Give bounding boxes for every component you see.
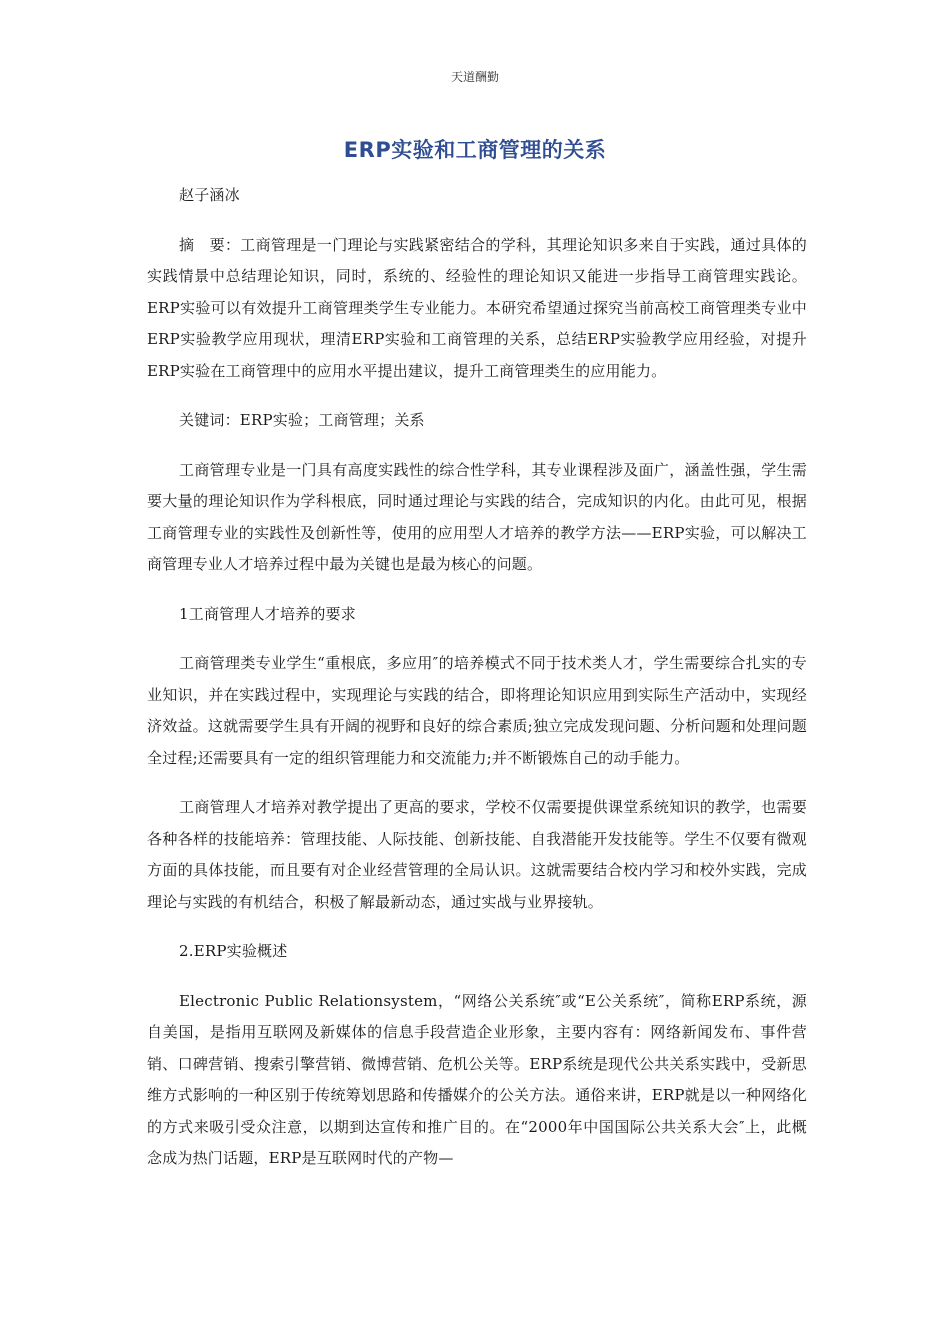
section-1-heading: 1工商管理人才培养的要求 [179,604,356,623]
intro-paragraph: 工商管理专业是一门具有高度实践性的综合性学科，其专业课程涉及面广，涵盖性强，学生需要大量的理论知识作为学科根底，同时通过理论与实践的结合，完成知识的内化。由此可见，根据工商管理专业的实践性及创新性等，使用的应用型人才培养的教学方法——ERP实验，可以解决工商管理专业人才培养过程中最为关键也是最为核心的问题。 [147,460,807,573]
document-body [147,180,807,1193]
section-2-heading: 2.ERP实验概述 [179,942,288,960]
page-header: 天道酬勤 [450,70,499,84]
author-name: 赵子涵冰 [179,186,240,204]
document-title: ERP实验和工商管理的关系 [343,138,607,162]
section-1-paragraph-2: 工商管理人才培养对教学提出了更高的要求，学校不仅需要提供课堂系统知识的教学，也需要各种各样的技能培养：管理技能、人际技能、创新技能、自我潜能开发技能等。学生不仅要有微观方面的具体技能，而且要有对企业经营管理的全局认识。这就需要结合校内学习和校外实践，完成理论与实践的有机结合，积极了解最新动态，通过实战与业界接轨。 [147,798,807,911]
keywords-line: 关键词：ERP实验；工商管理；关系 [179,411,425,429]
section-1-paragraph-1: 工商管理类专业学生“重根底，多应用″的培养模式不同于技术类人才，学生需要综合扎实的专业知识，并在实践过程中，实现理论与实践的结合，即将理论知识应用到实际生产活动中，实现经济效益。这就需要学生具有开阔的视野和良好的综合素质;独立完成发现问题、分析问题和处理问题全过程;还需要具有一定的组织管理能力和交流能力;并不断锻炼自己的动手能力。 [147,654,807,767]
section-2-paragraph-1: Electronic Public Relationsystem，“网络公关系统″或“E公关系统″，简称ERP系统，源自美国，是指用互联网及新媒体的信息手段营造企业形象，主要内容有：网络新闻发布、事件营销、口碑营销、搜索引擎营销、微博营销、危机公关等。ERP系统是现代公共关系实践中，受新思维方式影响的一种区别于传统筹划思路和传播媒介的公关方法。通俗来讲，ERP就是以一种网络化的方式来吸引受众注意，以期到达宣传和推广目的。在“2000年中国国际公共关系大会″上，此概念成为热门话题，ERP是互联网时代的产物— [147,991,807,1167]
abstract-paragraph: 摘 要：工商管理是一门理论与实践紧密结合的学科，其理论知识多来自于实践，通过具体的实践情景中总结理论知识，同时，系统的、经验性的理论知识又能进一步指导工商管理实践论。ERP实验可以有效提升工商管理类学生专业能力。本研究希望通过探究当前高校工商管理类专业中ERP实验教学应用现状，理清ERP实验和工商管理的关系，总结ERP实验教学应用经验，对提升ERP实验在工商管理中的应用水平提出建议，提升工商管理类生的应用能力。 [147,235,807,380]
